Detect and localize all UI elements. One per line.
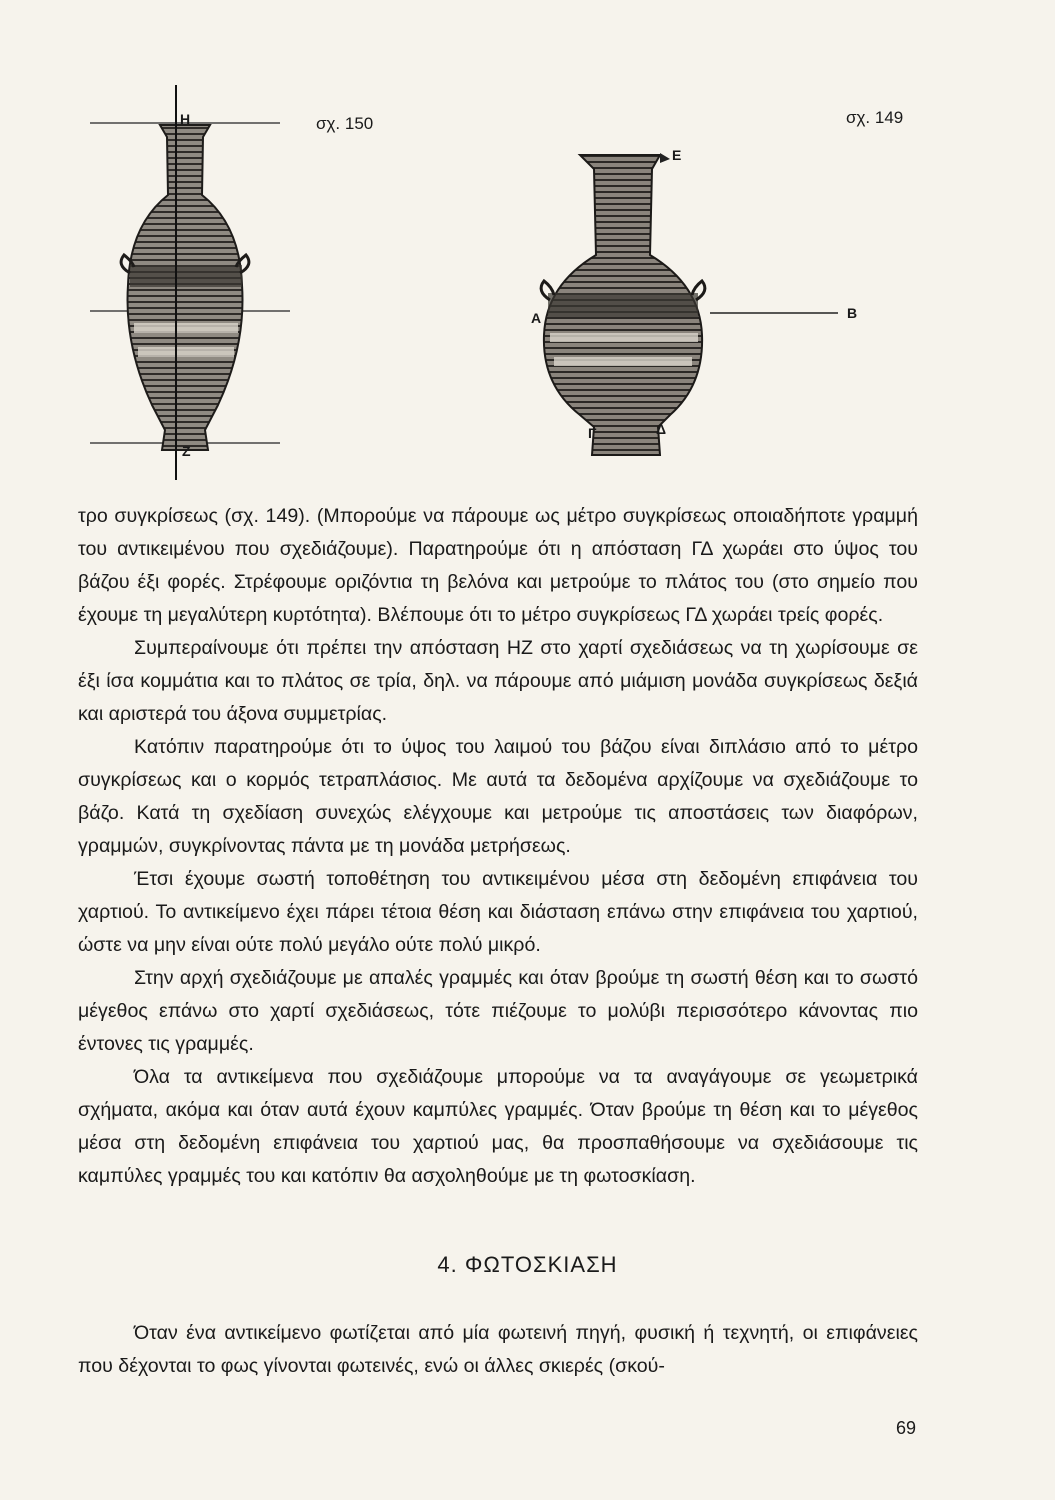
paragraph: Όλα τα αντικείμενα που σχεδιάζουμε μπορούμε να τα αναγάγουμε σε γεωμετρικά σχήματα, ακόμα και όταν αυτά έχουν καμπύλες γραμμές. Όταν βρούμε τη θέση και το μέγεθος μέσα στη δεδομένη επιφάνεια του χαρτιού μας, θα προσπαθήσουμε να σχεδιάσουμε τις καμπύλες γραμμές του και κατόπιν θα ασχοληθούμε με τη φωτοσκίαση.	[78, 1066, 918, 1187]
paragraph: Συμπεραίνουμε ότι πρέπει την απόσταση ΗΖ στο χαρτί σχεδιάσεως να τη χωρίσουμε σε έξι ίσα κομμάτια και το πλάτος σε τρία, δηλ. να πάρουμε από μιάμιση μονάδα συγκρίσεως δεξιά και αριστερά του άξονα συμμετρίας.	[78, 637, 918, 725]
body-text	[78, 500, 918, 1193]
paragraph: Στην αρχή σχεδιάζουμε με απαλές γραμμές και όταν βρούμε τη σωστή θέση και το σωστό μέγεθος επάνω στο χαρτί σχεδιάσεως, τότε πιέζουμε το μολύβι περισσότερο κάνοντας πιο έντονες τις γραμμές.	[78, 967, 918, 1055]
vase-150-illustration	[90, 85, 290, 485]
vase-149-letter-bottom-left: Γ	[588, 425, 597, 441]
figure-149-caption: σχ. 149	[846, 108, 904, 127]
vase-149-letter-top: Ε	[672, 147, 682, 163]
vase-150-letter-bottom: Ζ	[182, 443, 191, 459]
paragraph: Όταν ένα αντικείμενο φωτίζεται από μία φωτεινή πηγή, φυσική ή τεχνητή, οι επιφάνειες που δέχονται το φως γίνονται φωτεινές, ενώ οι άλλες σκιερές (σκού-	[78, 1322, 918, 1377]
vase-149-letter-bottom-right: Δ	[656, 421, 667, 437]
vase-149-letter-right: Β	[847, 305, 858, 321]
figure-150-vase-drawing	[90, 85, 290, 485]
paragraph: Κατόπιν παρατηρούμε ότι το ύψος του λαιμού του βάζου είναι διπλάσιο από το μέτρο συγκρίσεως και ο κορμός τετραπλάσιος. Με αυτά τα δεδομένα αρχίζουμε να σχεδιάζουμε το βάζο. Κατά τη σχεδίαση συνεχώς ελέγχουμε και μετρούμε τις αποστάσεις των διαφόρων, γραμμών, συγκρίνοντας πάντα με τη μονάδα μετρήσεως.	[78, 736, 918, 857]
section-heading: 4. ΦΩΤΟΣΚΙΑΣΗ	[437, 1252, 618, 1277]
paragraph: Έτσι έχουμε σωστή τοποθέτηση του αντικειμένου μέσα στη δεδομένη επιφάνεια του χαρτιού. Το αντικείμενο έχει πάρει τέτοια θέση και διάσταση επάνω στην επιφάνεια του χαρτιού, ώστε να μην είναι ούτε πολύ μεγάλο ούτε πολύ μικρό.	[78, 868, 918, 956]
page-number: 69	[896, 1418, 917, 1438]
vase-149-illustration	[520, 125, 880, 465]
figure-150-caption: σχ. 150	[316, 114, 374, 133]
vase-150-letter-top: Η	[180, 111, 191, 127]
paragraph: τρο συγκρίσεως (σχ. 149). (Μπορούμε να πάρουμε ως μέτρο συγκρίσεως οποιαδήποτε γραμμή του αντικειμένου που σχεδιάζουμε). Παρατηρούμε ότι η απόσταση ΓΔ χωράει στο ύψος του βάζου έξι φορές. Στρέφουμε οριζόντια τη βελόνα και μετρούμε το πλάτος του (στο σημείο που έχουμε τη μεγαλύτερη κυρτότητα). Βλέπουμε ότι το μέτρο συγκρίσεως ΓΔ χωράει τρείς φορές.	[78, 505, 918, 626]
vase-149-letter-left: Α	[531, 310, 542, 326]
figure-149-vase-drawing	[520, 125, 880, 465]
section-text	[78, 1317, 918, 1383]
